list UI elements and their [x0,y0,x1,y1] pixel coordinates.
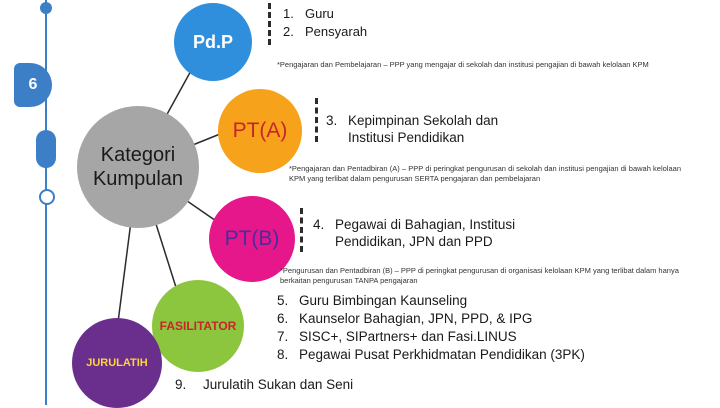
item-number: 1. [283,6,294,21]
item-text: Guru [305,6,334,21]
item-text-line1: Pegawai di Bahagian, Institusi [335,217,516,232]
ptb-label: PT(B) [224,227,280,250]
item-text: Guru Bimbingan Kaunseling [299,293,468,308]
fasilitator-list [277,292,585,364]
ptb-note: *Pengurusan dan Pentadbiran (B) – PPP di peringkat pengurusan di organisasi kelolaan KPM yang terlibat dalam hanya berkaitan pengurusan TANPA pengajaran [280,266,679,285]
list-item [283,23,367,41]
item-text-line2: Institusi Pendidikan [348,130,465,145]
slide-number: 6 [28,76,38,93]
item-number: 4. [313,217,325,232]
divider-pta [315,98,318,142]
divider-ptb [300,208,303,252]
ptb-item [313,216,515,250]
item-text-line2: Pendidikan, JPN dan PPD [335,234,493,249]
item-number: 9. [175,377,187,392]
item-number: 8. [277,347,289,362]
item-text: SISC+, SIPartners+ dan Fasi.LINUS [299,329,517,344]
item-text: Pensyarah [305,24,368,39]
pdp-node [174,3,252,81]
item-number: 3. [326,113,338,128]
jurulatih-item [175,376,353,393]
item-text: Kaunselor Bahagian, JPN, PPD, & IPG [299,311,533,326]
item-text: Pegawai Pusat Perkhidmatan Pendidikan (3PK) [299,347,585,362]
list-item [277,292,585,310]
fasilitator-node [152,280,244,372]
jurulatih-node [72,318,162,408]
pta-item [326,112,498,146]
item-number: 7. [277,329,289,344]
list-item [277,328,585,346]
item-number: 2. [283,24,294,39]
fasilitator-label: FASILITATOR [159,319,237,333]
pdp-note: *Pengajaran dan Pembelajaran – PPP yang mengajar di sekolah dan institusi pengajian di bawah kelolaan KPM [277,60,649,69]
kategori-label-line2: Kumpulan [92,168,184,190]
divider-pdp [268,3,271,45]
list-item [283,5,367,23]
item-number: 6. [277,311,289,326]
pta-label: PT(A) [232,119,288,142]
pdp-label: Pd.P [192,31,233,52]
pta-node [218,89,302,173]
item-text: Jurulatih Sukan dan Seni [203,377,354,392]
kategori-kumpulan-node [77,106,199,228]
list-item [277,346,585,364]
pdp-list [283,5,367,41]
list-item [277,310,585,328]
item-number: 5. [277,293,289,308]
kategori-label-line1: Kategori [100,144,176,166]
item-text-line1: Kepimpinan Sekolah dan [348,113,499,128]
pta-note: *Pengajaran dan Pentadbiran (A) – PPP di peringkat pengurusan di sekolah dan institusi pengajian di bawah kelolaan KPM yang terlibat dalam pengurusan SERTA pengajaran dan pembelajaran [289,164,681,183]
jurulatih-label: JURULATIH [86,357,148,369]
